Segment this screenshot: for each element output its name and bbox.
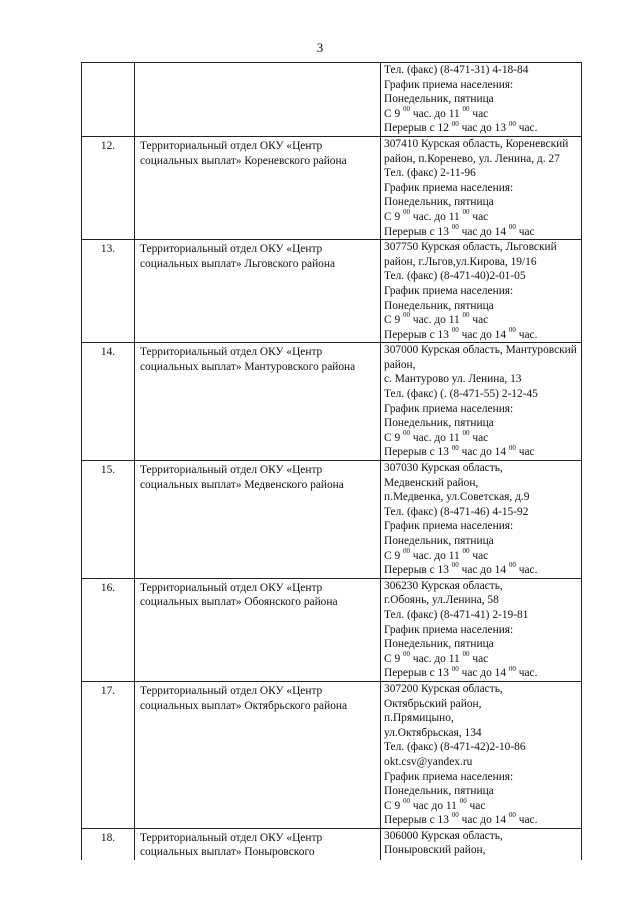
table-row [82,240,582,343]
contact-line: График приема населения: [384,623,514,636]
row-number: 15. [82,461,135,579]
contact-line: район, г.Льгов,ул.Кирова, 19/16 [384,255,537,268]
office-name: Территориальный отдел ОКУ «Центр социальных выплат» Мантуровского района [135,343,381,461]
row-number: 18. [82,828,135,860]
office-contacts [381,681,582,828]
contact-line: ул.Октябрьская, 134 [384,726,482,739]
table-body [82,63,582,861]
office-contacts [381,240,582,343]
contact-line: 307200 Курская область, [384,682,503,695]
contact-line: Перерыв с 13 $^{00}$ час до 14 $^{00}$ час. [384,325,538,341]
office-name: Территориальный отдел ОКУ «Центр социальных выплат» Поныровского [135,828,381,860]
table-row [82,828,582,860]
contact-line: С 9 $^{00}$ час. до 11 $^{00}$ час [384,546,489,562]
offices-table [81,62,582,860]
contact-line: 307000 Курская область, Мантуровский [384,344,577,357]
contact-line: Понедельник, пятница [384,299,494,312]
contact-line: с. Мантурово ул. Ленина, 13 [384,373,522,386]
contact-line: Поныровский район, [384,844,486,857]
table-row [82,578,582,681]
contact-line: С 9 $^{00}$ час до 11 $^{00}$ час [384,796,486,812]
contact-line: Понедельник, пятница [384,785,494,798]
contact-line: Октябрьский район, [384,697,482,710]
contact-line: г.Обоянь, ул.Ленина, 58 [384,594,499,607]
row-number: 14. [82,343,135,461]
office-contacts [381,578,582,681]
office-name: Территориальный отдел ОКУ «Центр социальных выплат» Обоянского района [135,578,381,681]
contact-line: Медвенский район, [384,476,479,489]
contact-line: Перерыв с 13 $^{00}$ час до 14 $^{00}$ час. [384,561,538,577]
contact-line: Понедельник, пятница [384,93,494,106]
table-row [82,461,582,579]
contact-line: График приема населения: [384,78,514,91]
contact-line: Понедельник, пятница [384,638,494,651]
contact-line: С 9 $^{00}$ час. до 11 $^{00}$ час [384,649,489,665]
office-name: Территориальный отдел ОКУ «Центр социальных выплат» Льговского района [135,240,381,343]
office-contacts [381,828,582,860]
contact-line: Перерыв с 13 $^{00}$ час до 14 $^{00}$ час. [384,811,538,827]
contact-line: 306230 Курская область, [384,579,503,592]
contact-line: С 9 $^{00}$ час. до 11 $^{00}$ час [384,311,489,327]
contact-line: График приема населения: [384,181,514,194]
contact-line: График приема населения: [384,284,514,297]
office-contacts [381,343,582,461]
contact-line: 306000 Курская область, [384,829,503,842]
contact-line: Понедельник, пятница [384,417,494,430]
contact-line: С 9 $^{00}$ час. до 11 $^{00}$ час [384,429,489,444]
contact-line: График приема населения: [384,520,514,533]
contact-line: п.Медвенка, ул.Советская, д.9 [384,491,530,504]
office-name: Территориальный отдел ОКУ «Центр социальных выплат» Кореневского района [135,136,381,239]
contact-line: Тел. (факс) 2-11-96 [384,167,476,180]
row-number: 17. [82,681,135,828]
contact-line: Перерыв с 12 $^{00}$ час до 13 $^{00}$ час. [384,119,538,135]
office-name: Территориальный отдел ОКУ «Центр социальных выплат» Медвенского района [135,461,381,579]
contact-line: район, [384,358,416,371]
contact-line: 307030 Курская область, [384,462,503,475]
contact-line: 307750 Курская область, Льговский [384,241,557,254]
contact-line: Перерыв с 13 $^{00}$ час до 14 $^{00}$ час [384,443,535,459]
row-number: 16. [82,578,135,681]
contact-line: Перерыв с 13 $^{00}$ час до 14 $^{00}$ час. [384,664,538,680]
contact-line: Понедельник, пятница [384,535,494,547]
row-number [82,63,135,137]
contact-line: График приема населения: [384,402,514,415]
contact-line: Тел. (факс) (8-471-41) 2-19-81 [384,608,529,621]
contact-line: Тел. (факс) (. (8-471-55) 2-12-45 [384,388,538,401]
contact-line: С 9 $^{00}$ час. до 11 $^{00}$ час [384,104,489,120]
page-number: 3 [316,40,324,55]
contact-line: Тел. (факс) (8-471-46) 4-15-92 [384,505,529,518]
office-contacts [381,136,582,239]
contact-line: С 9 $^{00}$ час. до 11 $^{00}$ час [384,208,489,223]
contact-line: Тел. (факс) (8-471-40)2-01-05 [384,270,526,283]
row-number: 12. [82,136,135,239]
contact-line: Понедельник, пятница [384,196,494,209]
row-number: 13. [82,240,135,343]
contact-line: Тел. (факс) (8-471-42)2-10-86 [384,741,526,754]
table-row [82,343,582,461]
contact-line: п.Прямицыно, [384,712,454,725]
office-contacts [381,461,582,579]
office-name [135,63,381,137]
table-row [82,136,582,239]
contact-line: okt.csv@yandex.ru [384,755,473,768]
table-row [82,63,582,137]
office-contacts [381,63,582,137]
table-row [82,681,582,828]
contact-line: 307410 Курская область, Кореневский [384,137,569,150]
contact-line: График приема населения: [384,770,514,783]
contact-line: район, п.Коренево, ул. Ленина, д. 27 [384,152,560,165]
contact-line: Тел. (факс) (8-471-31) 4-18-84 [384,64,529,76]
office-name: Территориальный отдел ОКУ «Центр социальных выплат» Октябрьского района [135,681,381,828]
contact-line: Перерыв с 13 $^{00}$ час до 14 $^{00}$ час [384,222,535,238]
